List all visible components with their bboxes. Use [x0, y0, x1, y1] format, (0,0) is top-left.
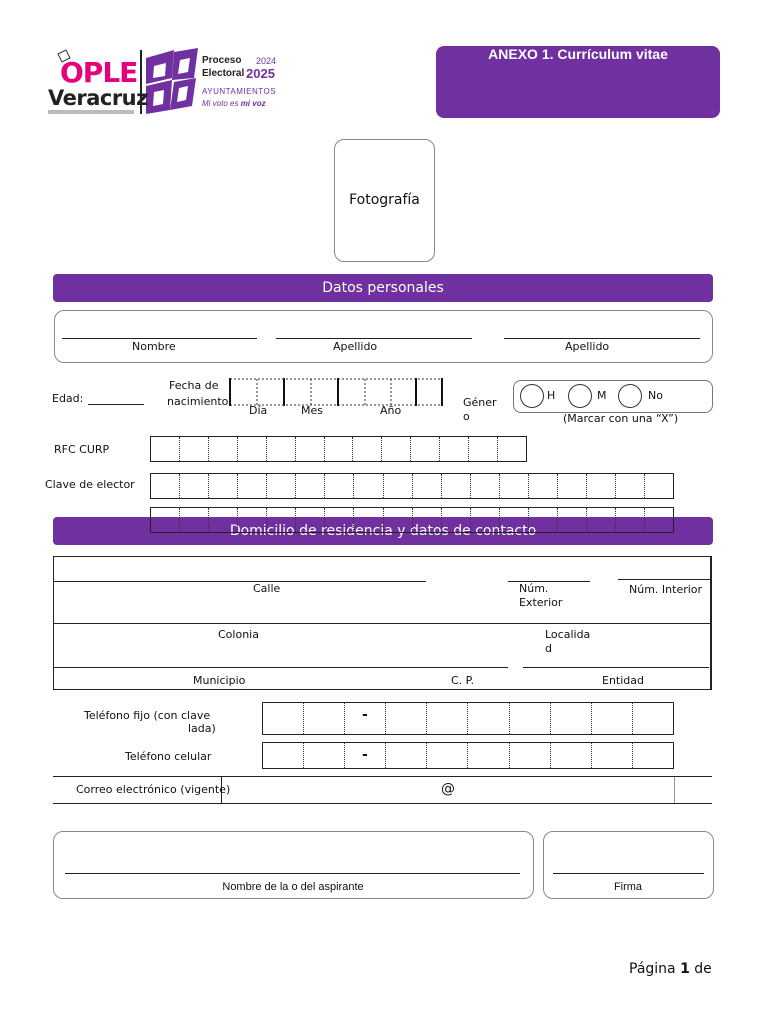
genero-h-radio[interactable]: [520, 384, 544, 408]
ople-wordmark: OPLE: [60, 56, 138, 89]
genero-no-radio[interactable]: [618, 384, 642, 408]
entidad-label: Entidad: [602, 674, 644, 687]
genero-m-label: M: [597, 389, 607, 402]
proceso-text: Proceso: [202, 55, 242, 66]
clave-elector-boxes-overlay: [150, 507, 674, 533]
fecha-label-b: nacimiento: [167, 395, 229, 408]
tel-celular-label: Teléfono celular: [125, 750, 212, 763]
clave-elector-label: Clave de elector: [45, 478, 135, 491]
tel-fijo-boxes[interactable]: [262, 702, 674, 735]
calle-label: Calle: [253, 582, 281, 595]
genero-label-a: Géner: [463, 396, 497, 409]
genero-m-radio[interactable]: [568, 384, 592, 408]
calle-line[interactable]: [54, 581, 426, 582]
tel-celular-dash: -: [362, 747, 368, 763]
edad-line[interactable]: [88, 404, 144, 405]
photo-label: Fotografía: [349, 192, 420, 208]
slogan-part-a: Mi voto es: [202, 99, 241, 108]
slogan-part-b: mi voz: [240, 99, 266, 108]
firma-label: Firma: [613, 881, 643, 893]
colonia-label: Colonia: [218, 628, 259, 641]
mes-label: Mes: [301, 404, 323, 417]
row-divider-1: [53, 623, 712, 624]
genero-h-label: H: [547, 389, 556, 402]
rfc-curp-boxes[interactable]: [150, 436, 527, 462]
slogan: [202, 99, 266, 108]
apellido1-label: Apellido: [333, 340, 378, 353]
apellido2-label: Apellido: [565, 340, 610, 353]
edad-label: Edad:: [52, 392, 84, 405]
genero-label-b: o: [463, 410, 470, 423]
tel-celular-boxes[interactable]: [262, 742, 674, 769]
localidad-line[interactable]: [523, 667, 709, 668]
nombre-label: Nombre: [132, 340, 176, 353]
tel-fijo-dash: -: [362, 707, 368, 723]
section-personal-title: Datos personales: [322, 280, 444, 296]
clave-elector-boxes[interactable]: [150, 473, 674, 499]
colonia-line[interactable]: [53, 667, 508, 668]
num-ext-label-a: Núm.: [519, 582, 549, 595]
rfc-curp-label: RFC CURP: [54, 443, 110, 456]
nombre-line[interactable]: [62, 338, 257, 339]
genero-no-label: No: [648, 389, 663, 402]
fecha-boxes[interactable]: [229, 378, 443, 406]
firma-line[interactable]: [553, 873, 704, 874]
cp-label: C. P.: [451, 674, 475, 687]
dia-label: Día: [249, 404, 268, 417]
correo-bottom-line: [53, 803, 712, 804]
localidad-label-b: d: [545, 642, 552, 655]
annex-title-badge: [436, 46, 720, 118]
annex-title: ANEXO 1. Currículum vitae: [488, 46, 668, 62]
page-number: [629, 961, 712, 977]
section-personal-header: [53, 274, 713, 302]
marcar-note: (Marcar con una “X”): [563, 412, 679, 425]
section-domicilio-title: Domicilio de residencia y datos de contacto: [229, 523, 537, 539]
municipio-label: Municipio: [193, 674, 246, 687]
page-num: 1: [680, 961, 690, 977]
year-2024: 2024: [256, 56, 277, 66]
tel-fijo-label-a: Teléfono fijo (con clave: [84, 709, 211, 722]
photo-box[interactable]: [334, 139, 435, 262]
ayuntamientos-text: AYUNTAMIENTOS: [202, 87, 277, 96]
num-ext-label-b: Exterior: [519, 596, 563, 609]
year-2025: 2025: [246, 66, 275, 81]
correo-label: Correo electrónico (vigente): [76, 783, 231, 796]
name-box: [54, 310, 713, 363]
pagina-text: Página: [629, 961, 681, 977]
apellido1-line[interactable]: [276, 338, 472, 339]
num-int-line[interactable]: [618, 579, 710, 580]
aspirante-name-label: Nombre de la o del aspirante: [222, 881, 364, 893]
localidad-label-a: Localida: [545, 628, 591, 641]
correo-end: [674, 777, 675, 803]
num-int-label: Núm. Interior: [629, 583, 703, 596]
aspirante-name-line[interactable]: [65, 873, 520, 874]
electoral-text: Electoral: [202, 68, 245, 79]
fecha-label-a: Fecha de: [169, 379, 219, 392]
at-symbol: @: [441, 781, 455, 797]
anio-label: Año: [380, 404, 402, 417]
de-text: de: [689, 961, 712, 977]
ople-logo: [46, 48, 278, 118]
veracruz-wordmark: Veracruz: [48, 86, 148, 110]
apellido2-line[interactable]: [504, 338, 700, 339]
tel-fijo-label-b: lada): [188, 722, 216, 735]
